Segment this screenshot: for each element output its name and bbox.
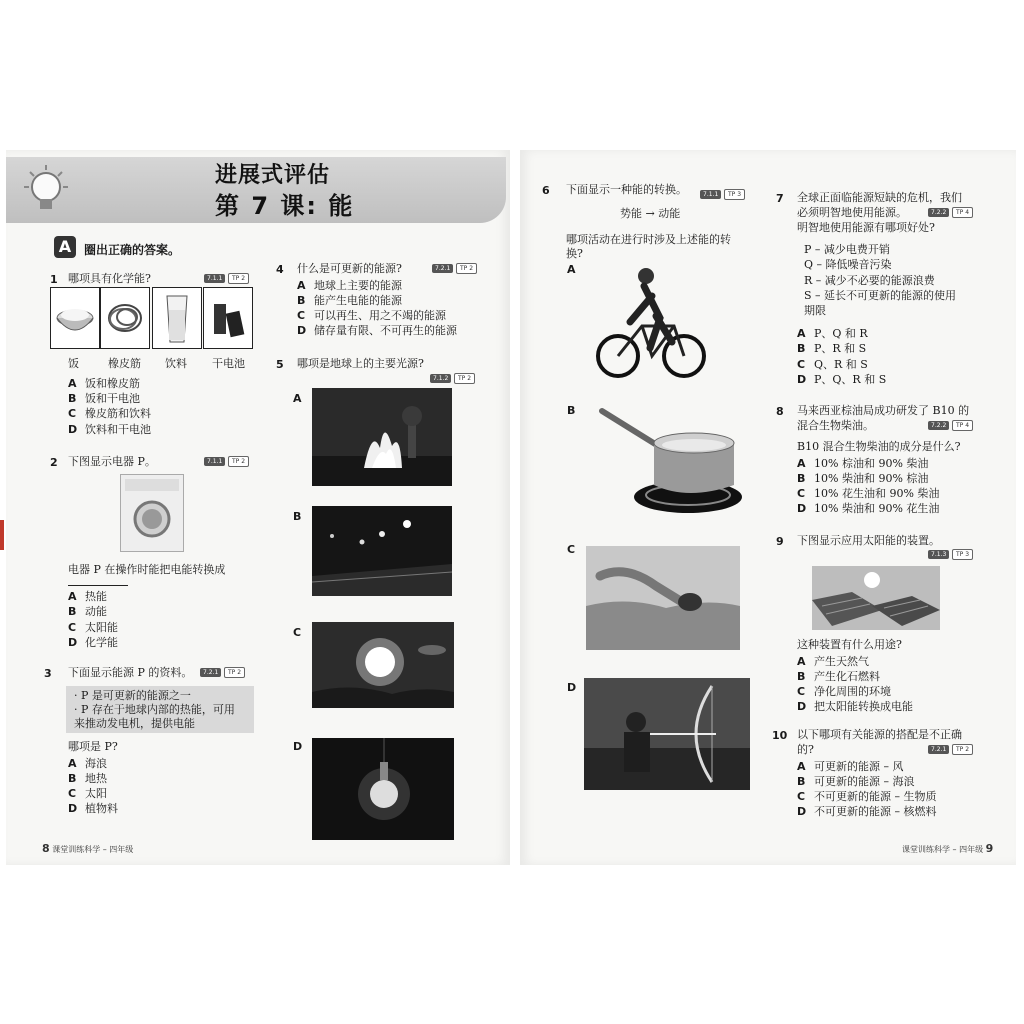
q10-tp-tag: TP 2 <box>952 744 973 755</box>
q10-option-d[interactable]: D 不可更新的能源 – 核燃料 <box>797 805 937 818</box>
q3-option-c[interactable]: C 太阳 <box>68 787 107 800</box>
q5-photo-light-bulb[interactable] <box>312 738 454 840</box>
q3-option-b[interactable]: B 地热 <box>68 772 107 785</box>
q3-info-line-3: 来推动发电机，提供电能 <box>74 717 195 730</box>
q4-option-c[interactable]: C 可以再生、用之不竭的能源 <box>297 309 446 322</box>
q10-tag: 7.2.1 <box>928 745 949 754</box>
q3-number: 3 <box>44 667 52 680</box>
page-number-left: 8 <box>42 842 50 855</box>
q7-option-b[interactable]: B P、R 和 S <box>797 342 867 355</box>
q3-text: 下面显示能源 P 的资料。 <box>68 666 193 679</box>
q1-image-rubber-band <box>100 287 150 349</box>
q3-tag: 7.2.1 <box>200 668 221 677</box>
q4-tp-tag: TP 2 <box>456 263 477 274</box>
q1-item-label-2: 橡皮筋 <box>108 357 141 370</box>
q6-label-c[interactable]: C <box>567 543 576 556</box>
q1-option-a[interactable]: A 饭和橡皮筋 <box>68 377 140 390</box>
q3-info-line-2: · P 存在于地球内部的热能，可用 <box>74 703 235 716</box>
q9-number: 9 <box>776 535 784 548</box>
q6-number: 6 <box>542 184 550 197</box>
q8-line-2: 混合生物柴油。 <box>797 419 874 432</box>
q6-photo-swimmer[interactable] <box>586 546 740 650</box>
lightbulb-icon <box>16 163 76 219</box>
q10-option-c[interactable]: C 不可更新的能源 – 生物质 <box>797 790 937 803</box>
footer-right <box>902 842 993 855</box>
q9-option-d[interactable]: D 把太阳能转换成电能 <box>797 700 913 713</box>
section-instruction: 圈出正确的答案。 <box>84 243 181 257</box>
q9-stem: 这种装置有什么用途? <box>797 638 902 651</box>
q2-text: 下图显示电器 P。 <box>68 455 156 468</box>
q8-tag: 7.2.2 <box>928 421 949 430</box>
q1-option-c[interactable]: C 橡皮筋和饮料 <box>68 407 151 420</box>
q7-line-2: 必须明智地使用能源。 <box>797 206 907 219</box>
q1-tp-tag: TP 2 <box>228 273 249 284</box>
q5-number: 5 <box>276 358 284 371</box>
page-title: 进展式评估 <box>215 163 331 188</box>
q7-statement-r: R – 减少不必要的能源浪费 <box>804 274 935 287</box>
q1-option-d[interactable]: D 饮料和干电池 <box>68 423 151 436</box>
q3-tp-tag: TP 2 <box>224 667 245 678</box>
q5-text: 哪项是地球上的主要光源? <box>297 357 424 370</box>
q8-option-c[interactable]: C 10% 花生油和 90% 柴油 <box>797 487 940 500</box>
q6-text: 下面显示一种能的转换。 <box>566 183 687 196</box>
q5-photo-campfire[interactable] <box>312 388 452 486</box>
q7-option-d[interactable]: D P、Q、R 和 S <box>797 373 887 386</box>
q1-number: 1 <box>50 273 58 286</box>
footer-left <box>42 842 133 855</box>
q3-stem: 哪项是 P? <box>68 740 118 753</box>
q5-label-d[interactable]: D <box>293 740 303 753</box>
q7-line-3: 明智地使用能源有哪项好处? <box>797 221 935 234</box>
page-number-right: 9 <box>985 842 994 855</box>
q5-photo-sun[interactable] <box>312 622 454 708</box>
q10-option-a[interactable]: A 可更新的能源 – 风 <box>797 760 904 773</box>
q2-option-b[interactable]: B 动能 <box>68 605 107 618</box>
q7-number: 7 <box>776 192 784 205</box>
q2-image-washing-machine <box>120 474 184 552</box>
q1-text: 哪项具有化学能? <box>68 272 151 285</box>
q5-label-c[interactable]: C <box>293 626 302 639</box>
q7-tag: 7.2.2 <box>928 208 949 217</box>
q2-answer-blank[interactable] <box>68 585 128 586</box>
q1-item-label-1: 饭 <box>68 357 79 370</box>
q7-option-a[interactable]: A P、Q 和 R <box>797 327 868 340</box>
q9-tp-tag: TP 3 <box>952 549 973 560</box>
q7-tp-tag: TP 4 <box>952 207 973 218</box>
q9-option-b[interactable]: B 产生化石燃料 <box>797 670 880 683</box>
lesson-title: 第 7 课: 能 <box>215 192 355 220</box>
q6-photo-boiling-pot[interactable] <box>598 405 756 521</box>
q7-statement-s: S – 延长不可更新的能源的使用 <box>804 289 957 302</box>
q3-option-d[interactable]: D 植物料 <box>68 802 118 815</box>
q6-stem-line-1: 哪项活动在进行时涉及上述能的转 <box>566 233 731 246</box>
q4-option-a[interactable]: A 地球上主要的能源 <box>297 279 402 292</box>
q5-tag: 7.1.2 <box>430 374 451 383</box>
q10-number: 10 <box>772 729 788 742</box>
q6-conversion: 势能 → 动能 <box>620 207 681 220</box>
q9-option-c[interactable]: C 净化周围的环境 <box>797 685 891 698</box>
q1-image-battery <box>203 287 253 349</box>
q6-photo-archer[interactable] <box>584 678 750 790</box>
q1-tag: 7.1.1 <box>204 274 225 283</box>
q1-option-b[interactable]: B 饭和干电池 <box>68 392 140 405</box>
q2-option-a[interactable]: A 热能 <box>68 590 107 603</box>
q5-tp-tag: TP 2 <box>454 373 475 384</box>
q2-tp-tag: TP 2 <box>228 456 249 467</box>
q4-option-d[interactable]: D 储存量有限、不可再生的能源 <box>297 324 457 337</box>
q4-text: 什么是可更新的能源? <box>297 262 402 275</box>
q9-text: 下图显示应用太阳能的装置。 <box>797 534 940 547</box>
q7-statement-s-cont: 期限 <box>804 304 826 317</box>
q10-line-1: 以下哪项有关能源的搭配是不正确 <box>797 728 962 741</box>
footer-left-text: 课堂训练科学 – 四年级 <box>52 845 134 854</box>
q6-tp-tag: TP 3 <box>724 189 745 200</box>
q8-stem: B10 混合生物柴油的成分是什么? <box>797 440 961 453</box>
q6-tag: 7.1.1 <box>700 190 721 199</box>
q1-item-label-4: 干电池 <box>212 357 245 370</box>
q3-info-line-1: · P 是可更新的能源之一 <box>74 689 191 702</box>
q8-line-1: 马来西亚棕油局成功研发了 B10 的 <box>797 404 970 417</box>
q7-option-c[interactable]: C Q、R 和 S <box>797 358 868 371</box>
q4-number: 4 <box>276 263 284 276</box>
q9-photo-solar-panels <box>812 566 940 630</box>
q6-photo-cyclist[interactable] <box>590 262 710 386</box>
q6-label-d[interactable]: D <box>567 681 577 694</box>
q8-number: 8 <box>776 405 784 418</box>
q9-option-a[interactable]: A 产生天然气 <box>797 655 869 668</box>
q5-label-a[interactable]: A <box>293 392 302 405</box>
footer-right-text: 课堂训练科学 – 四年级 <box>902 845 984 854</box>
q5-photo-street-lights[interactable] <box>312 506 452 596</box>
q8-tp-tag: TP 4 <box>952 420 973 431</box>
q8-option-b[interactable]: B 10% 柴油和 90% 棕油 <box>797 472 929 485</box>
q1-item-label-3: 饮料 <box>165 357 187 370</box>
q5-label-b[interactable]: B <box>293 510 302 523</box>
q3-info-box <box>66 686 254 733</box>
q1-image-drink <box>152 287 202 349</box>
q4-option-b[interactable]: B 能产生电能的能源 <box>297 294 402 307</box>
q2-option-c[interactable]: C 太阳能 <box>68 621 118 634</box>
q4-tag: 7.2.1 <box>432 264 453 273</box>
q7-line-1: 全球正面临能源短缺的危机，我们 <box>797 191 962 204</box>
q1-image-rice <box>50 287 100 349</box>
q3-option-a[interactable]: A 海浪 <box>68 757 107 770</box>
q7-statement-p: P – 减少电费开销 <box>804 243 890 256</box>
q2-tag: 7.1.1 <box>204 457 225 466</box>
q2-option-d[interactable]: D 化学能 <box>68 636 118 649</box>
q2-number: 2 <box>50 456 58 469</box>
q10-option-b[interactable]: B 可更新的能源 – 海浪 <box>797 775 915 788</box>
q7-statement-q: Q – 降低噪音污染 <box>804 258 892 271</box>
q2-stem: 电器 P 在操作时能把电能转换成 <box>68 563 226 576</box>
section-a-badge: A <box>54 236 76 258</box>
page-edge-marker <box>0 520 4 550</box>
q6-label-b[interactable]: B <box>567 404 576 417</box>
q6-stem-line-2: 换? <box>566 247 583 260</box>
q6-label-a[interactable]: A <box>567 263 576 276</box>
q8-option-d[interactable]: D 10% 柴油和 90% 花生油 <box>797 502 940 515</box>
q10-line-2: 的? <box>797 743 814 756</box>
q8-option-a[interactable]: A 10% 棕油和 90% 柴油 <box>797 457 929 470</box>
q9-tag: 7.1.3 <box>928 550 949 559</box>
